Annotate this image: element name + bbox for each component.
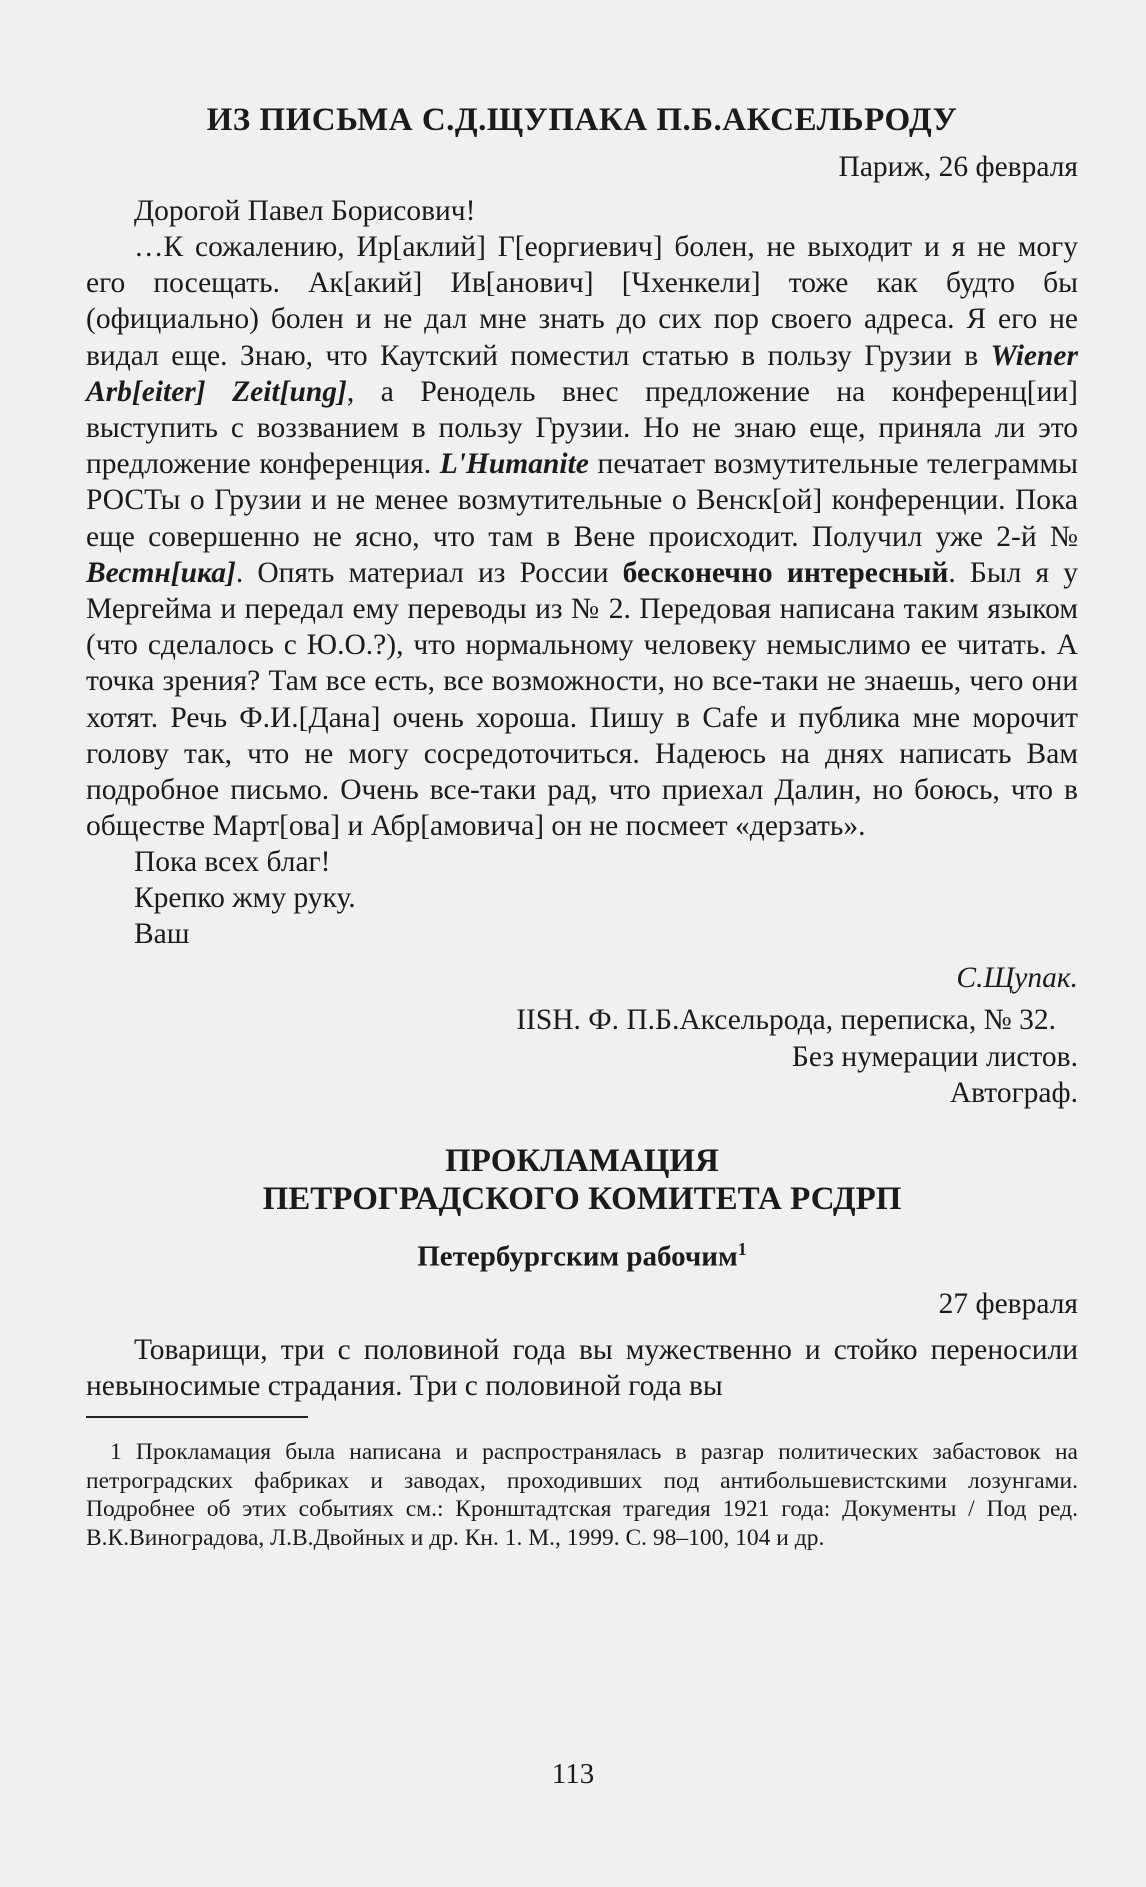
page-content bbox=[86, 102, 1078, 1552]
proclamation-body-paragraph: Товарищи, три с половиной года вы мужественно и стойко переносили невыносимые страдания. Три с половиной года вы bbox=[86, 1333, 1078, 1402]
section-spacer bbox=[86, 1112, 1078, 1142]
proclamation-title-line2: ПЕТРОГРАДСКОГО КОМИТЕТА РСДРП bbox=[262, 1180, 902, 1217]
letter-salutation: Дорогой Павел Борисович! bbox=[134, 195, 476, 227]
letter-text-part: печатает возмутительные телеграммы РОСТы о Грузии и не менее возмутительные о Венск[ой] конференции. Пока еще совершенно не ясно, что там в Вене происходит. Получил уже 2-й № bbox=[86, 448, 1078, 553]
newspaper-title-vestnik: Вестн[ика] bbox=[86, 556, 236, 589]
letter-title: ИЗ ПИСЬМА С.Д.ЩУПАКА П.Б.АКСЕЛЬРОДУ bbox=[206, 102, 958, 138]
footnote-divider bbox=[86, 1416, 308, 1418]
letter-closing-1: Пока всех благ! bbox=[134, 846, 331, 879]
archive-source: IISH. Ф. П.Б.Аксельрода, переписка, № 32. bbox=[516, 1004, 1056, 1037]
letter-text-part: . Опять материал из России bbox=[235, 556, 623, 589]
archive-source-type: Автограф. bbox=[949, 1077, 1078, 1110]
letter-body-paragraph bbox=[86, 229, 1078, 844]
newspaper-title-wiener: Wiener Arb[eiter] Zeit[ung] bbox=[86, 339, 1078, 408]
letter-signature: С.Щупак. bbox=[956, 962, 1078, 995]
letter-closing-2: Крепко жму руку. bbox=[134, 882, 356, 915]
letter-place-date: Париж, 26 февраля bbox=[838, 151, 1078, 183]
newspaper-title-humanite: L'Humanite bbox=[439, 448, 589, 481]
proclamation-title-line1: ПРОКЛАМАЦИЯ bbox=[445, 1142, 719, 1179]
letter-text-part: . Был я у Мергейма и передал ему переводы из № 2. Передовая написана таким языком (что сделалось с Ю.О.?), что нормальному человеку немыслимо ее читать. А точка зрения? Там все есть, все возможности, но все-таки не знаешь, чего они хотят. Речь Ф.И.[Дана] очень хороша. Пишу в Cafe и публика мне морочит голову так, что не могу сосредоточиться. Надеюсь на днях написать Вам подробное письмо. Очень все-таки рад, что приехал Далин, но боюсь, что в обществе Март[ова] и Абр[амовича] он не посмеет «дерзать». bbox=[86, 556, 1078, 843]
archive-source-note: Без нумерации листов. bbox=[791, 1040, 1078, 1073]
letter-text-part: …К сожалению, Ир[аклий] Г[еоргиевич] болен, не выходит и я не могу его посещать. Ак[акий] Ив[анович] [Чхенкели] тоже как будто бы (официально) болен и не дал мне знать до сих пор своего адреса. Я его не видал еще. Знаю, что Каутский поместил статью в пользу Грузии в bbox=[86, 231, 1078, 372]
footnote-reference: 1 bbox=[737, 1238, 747, 1259]
proclamation-date: 27 февраля bbox=[938, 1287, 1078, 1320]
proclamation-subtitle bbox=[86, 1232, 1078, 1274]
footnote-mark: 1 bbox=[110, 1439, 122, 1466]
footnote bbox=[86, 1438, 1078, 1552]
proclamation-subtitle-text: Петербургским рабочим bbox=[417, 1240, 738, 1273]
letter-text-part: , а Ренодель внес предложение на конференц[ии] выступить с воззванием в пользу Грузии. Но не знаю еще, приняла ли это предложение конференция. bbox=[86, 375, 1078, 481]
bold-phrase: бесконечно интересный bbox=[622, 556, 949, 589]
page-number: 113 bbox=[551, 1758, 595, 1790]
footnote-text: Прокламация была написана и распространялась в разгар политических забастовок на петроградских фабриках и заводах, проходивших под антибольшевистскими лозунгами. Подробнее об этих событиях см.: Кронштадтская трагедия 1921 года: Документы / Под ред. В.К.Виноградова, Л.В.Двойных и др. Кн. 1. М., 1999. С. 98–100, 104 и др. bbox=[86, 1439, 1078, 1551]
letter-closing-3: Ваш bbox=[134, 918, 190, 951]
